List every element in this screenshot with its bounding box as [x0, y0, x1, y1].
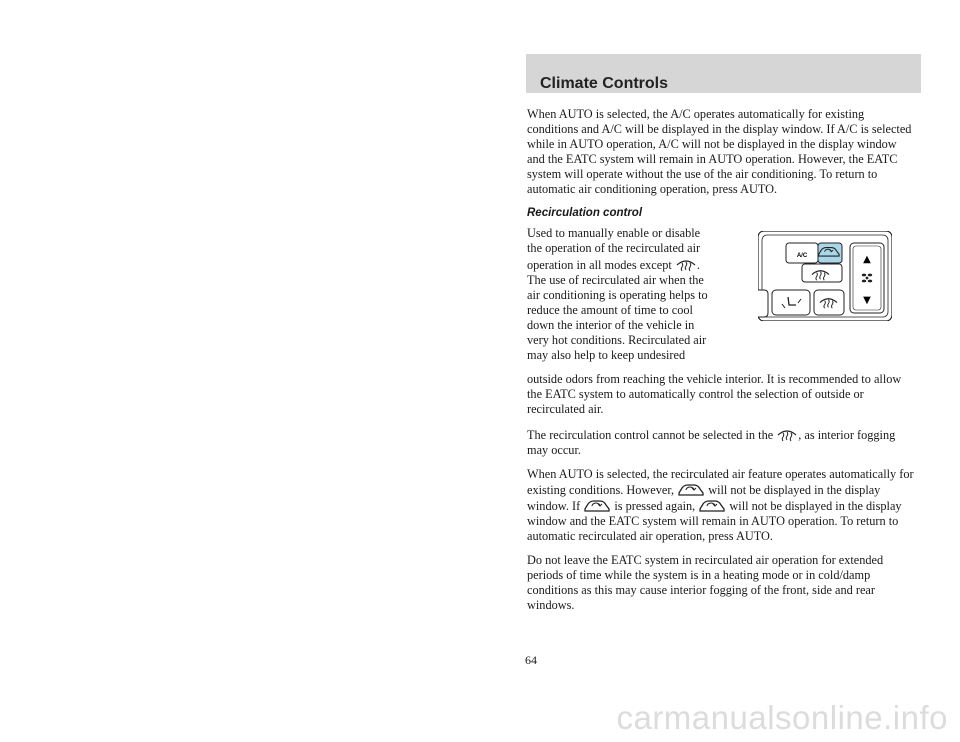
section-title: Climate Controls [540, 75, 669, 92]
recirculation-icon [698, 498, 726, 513]
para4-part4: will not be displayed in the display window and the EATC system will remain in AUTO operation. To return to automatic recirculated air operation, press AUTO. [527, 499, 902, 543]
recirculation-icon [583, 498, 611, 513]
recirculation-intro-rest: outside odors from reaching the vehicle interior. It is recommended to allow the EATC system to automatically control the selection of outside or recirculated air. [527, 372, 902, 416]
recirculation-intro-text [527, 226, 717, 363]
recirculation-heading: Recirculation control [527, 207, 643, 219]
recirculation-icon [677, 482, 705, 497]
para4-part2: will not be displayed in the display window. If [527, 483, 881, 513]
fan-down-arrow-icon: ▼ [863, 295, 871, 306]
section-header [526, 54, 921, 93]
recirc-intro-part1: Used to manually enable or disable the operation of the recirculated air operation in all modes except [527, 226, 701, 272]
para4-part1: When AUTO is selected, the recirculated air feature operates automatically for existing conditions. However, [527, 467, 914, 497]
defrost-icon [675, 256, 697, 272]
climate-control-panel-illustration [758, 231, 892, 321]
defrost-icon [776, 426, 798, 442]
para3-part2: , as interior fogging may occur. [527, 428, 896, 457]
recirc-defrost-paragraph [527, 426, 917, 458]
ac-auto-paragraph: When AUTO is selected, the A/C operates automatically for existing conditions and A/C will be displayed in the display window. If A/C is selected while in AUTO operation, A/C will not be displayed in the display window and the EATC system will remain in AUTO operation. However, the EATC system will operate without the use of the air conditioning. To return to automatic air conditioning operation, press AUTO. [527, 107, 912, 196]
recirc-warning-paragraph: Do not leave the EATC system in recirculated air operation for extended periods of time while the system is in a heating mode or in cold/damp conditions as this may cause interior fogging of the front, side and rear windows. [527, 553, 884, 612]
fan-up-arrow-icon: ▲ [863, 254, 871, 265]
recirc-auto-paragraph [527, 467, 917, 544]
recirc-intro-part2: . The use of recirculated air when the air conditioning is operating helps to reduce the amount of time to cool down the interior of the vehicle in very hot conditions. Recirculated air may also help to keep undesired [527, 258, 708, 362]
para4-part3: is pressed again, [614, 499, 696, 513]
watermark: carmanualsonline.info [616, 699, 948, 736]
para3-part1: The recirculation control cannot be selected in the [527, 428, 774, 442]
recirculation-intro [527, 226, 917, 363]
page-content [527, 107, 917, 622]
ac-button-label: A/C [796, 253, 808, 259]
page-number: 64 [525, 653, 537, 667]
